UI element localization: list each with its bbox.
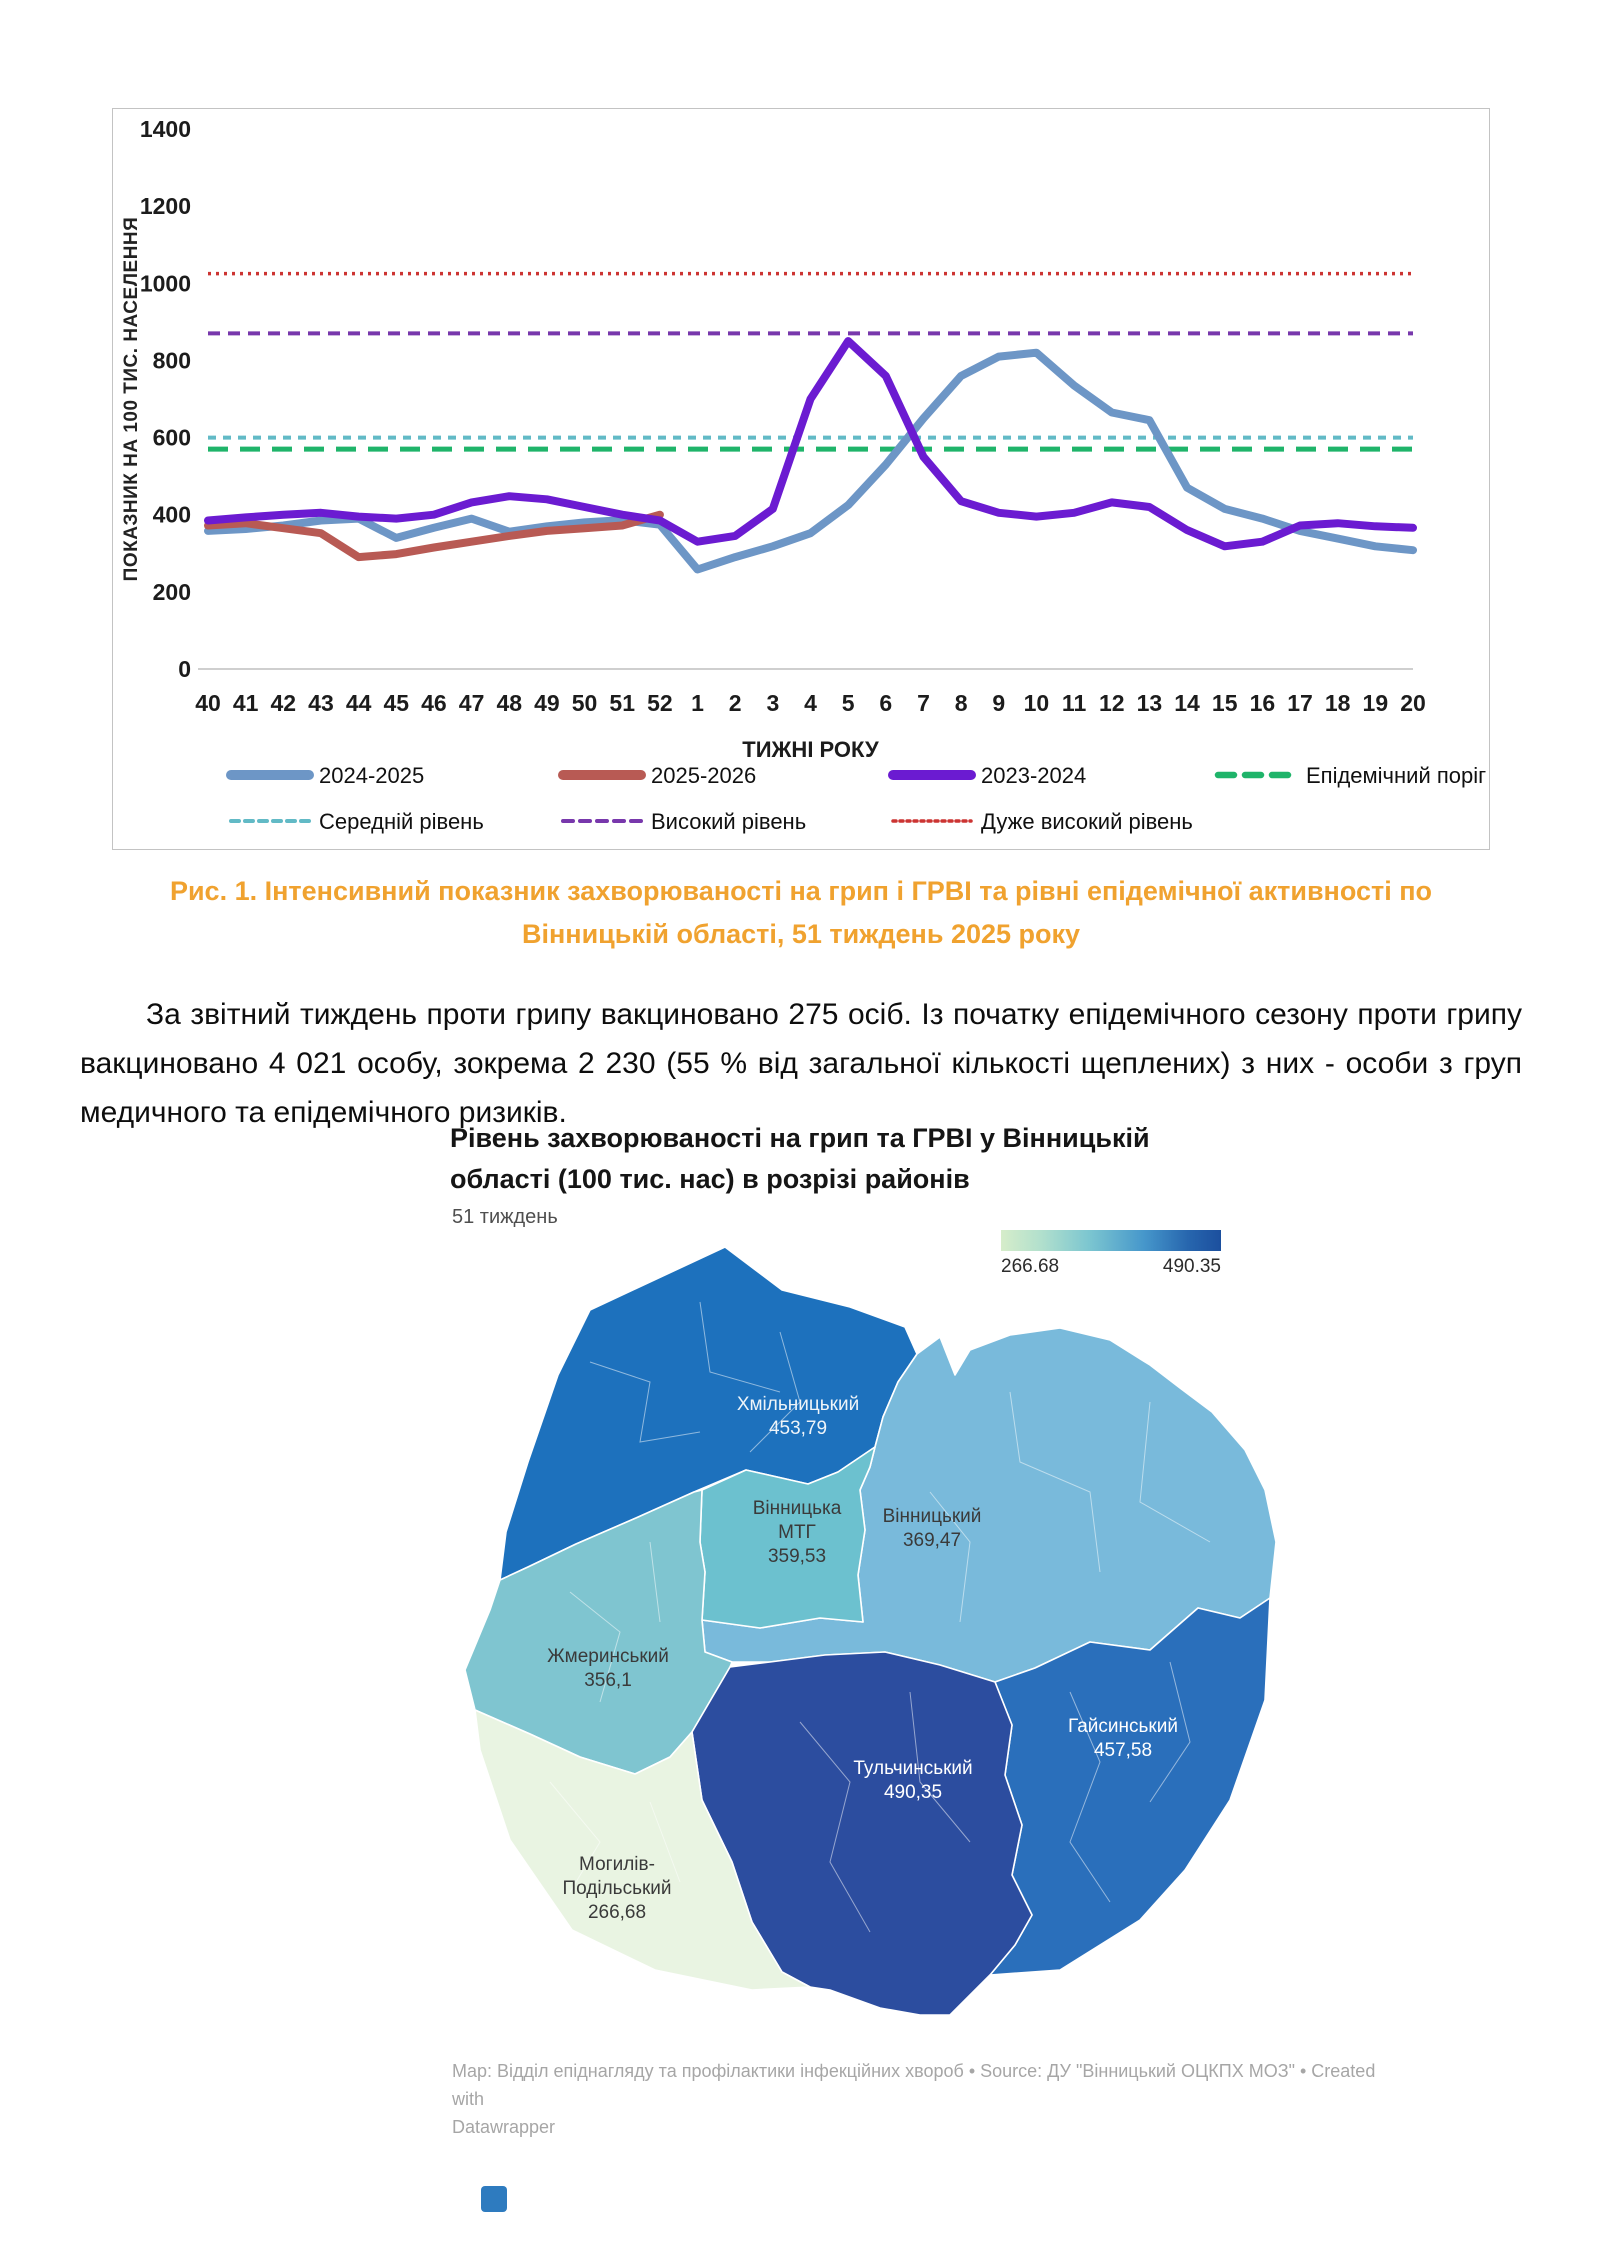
map-title [450, 1118, 1280, 1199]
x-axis-tick: 20 [1400, 690, 1426, 716]
map-region-label: Жмеринський [547, 1646, 669, 1667]
x-axis-tick: 13 [1136, 690, 1163, 716]
x-axis-tick: 8 [954, 690, 968, 716]
x-axis-tick: 14 [1174, 690, 1200, 716]
x-axis-tick: 47 [458, 690, 485, 716]
incidence-chart [113, 109, 1489, 849]
color-scale-min: 266.68 [1001, 1256, 1060, 1277]
x-axis-tick: 43 [308, 690, 334, 716]
x-axis-tick: 41 [232, 690, 259, 716]
x-axis-tick: 50 [571, 690, 598, 716]
y-axis-tick: 600 [152, 424, 191, 451]
map-attribution [452, 2058, 1382, 2142]
figure-caption [112, 870, 1490, 956]
x-axis-tick: 4 [804, 690, 817, 716]
map-region-label: 266,68 [587, 1902, 647, 1923]
x-axis-tick: 44 [345, 690, 372, 716]
x-axis-tick: 52 [647, 690, 673, 716]
y-axis-tick: 800 [152, 347, 191, 374]
x-axis-tick: 17 [1287, 690, 1313, 716]
x-axis-tick: 46 [421, 690, 447, 716]
x-axis-tick: 6 [879, 690, 893, 716]
x-axis-tick: 45 [383, 690, 410, 716]
x-axis-tick: 16 [1249, 690, 1276, 716]
map-title-line1: Рівень захворюваності на грип та ГРВІ у Вінницькій [450, 1123, 1150, 1153]
map-region-label: 457,58 [1093, 1740, 1153, 1761]
map-region-label: Тульчинський [853, 1758, 973, 1779]
x-axis-tick: 12 [1098, 690, 1125, 716]
map-region-label: 369,47 [902, 1530, 962, 1551]
y-axis-tick: 1000 [139, 270, 191, 297]
map-region-label: Гайсинський [1068, 1716, 1178, 1737]
district-map [450, 1242, 1280, 2037]
map-region-label: МТГ [778, 1522, 816, 1543]
y-axis-tick: 0 [178, 656, 191, 682]
legend-label: Високий рівень [651, 809, 807, 834]
x-axis-tick: 15 [1211, 690, 1238, 716]
x-axis-tick: 2 [728, 690, 742, 716]
x-axis-tick: 48 [496, 690, 523, 716]
x-axis-tick: 11 [1061, 690, 1087, 716]
y-axis-tick: 1200 [139, 193, 191, 220]
x-axis-tick: 1 [691, 690, 704, 716]
map-title-line2: області (100 тис. нас) в розрізі районів [450, 1163, 970, 1194]
legend-label: Дуже високий рівень [981, 809, 1193, 834]
figure-caption-line1: Рис. 1. Інтенсивний показник захворюваності на грип і ГРВІ та рівні епідемічної активності по [169, 876, 1433, 906]
map-region-label: 356,1 [584, 1670, 632, 1691]
map-panel [450, 1118, 1450, 2137]
y-axis-tick: 1400 [139, 116, 191, 142]
legend-label: 2023-2024 [981, 763, 1087, 788]
x-axis-tick: 19 [1362, 690, 1389, 716]
map-region-label: 359,53 [767, 1546, 827, 1567]
legend-label: 2024-2025 [319, 763, 425, 788]
vaccination-paragraph: За звітний тиждень проти грипу вакциновано 275 осіб. Із початку епідемічного сезону проти грипу вакциновано 4 021 особу, зокрема 2 230 (55 % від загальної кількості щеплених) з них - особи з груп медичного та епідемічного ризиків. [80, 998, 1522, 1130]
map-region-label: Хмільницький [736, 1394, 860, 1415]
map-region-label: Подільський [562, 1878, 672, 1899]
legend-label: 2025-2026 [651, 763, 757, 788]
x-axis-tick: 10 [1023, 690, 1050, 716]
map-region-label: Вінницька [752, 1498, 842, 1519]
x-axis-tick: 49 [534, 690, 560, 716]
x-axis-tick: 40 [195, 690, 221, 716]
color-scale-max: 490.35 [1162, 1256, 1221, 1277]
series-line-2024-2025 [208, 353, 1413, 570]
datawrapper-mark [481, 2186, 507, 2212]
y-axis-tick: 400 [152, 501, 191, 528]
series-line-2023-2024 [208, 341, 1413, 546]
figure-caption-line2: Вінницькій області, 51 тиждень 2025 року [521, 919, 1081, 950]
x-axis-title: ТИЖНІ РОКУ [742, 737, 879, 762]
map-attribution-line1: Map: Відділ епіднагляду та профілактики інфекційних хвороб • Source: ДУ "Вінницький ОЦКПХ МОЗ" • Created with [452, 2061, 1376, 2109]
legend-label: Середній рівень [319, 809, 484, 834]
map-subtitle: 51 тиждень [452, 1206, 558, 1228]
x-axis-tick: 18 [1324, 690, 1351, 716]
legend-label: Епідемічний поріг [1306, 763, 1487, 788]
map-region-label: 490,35 [883, 1782, 943, 1803]
x-axis-tick: 51 [609, 690, 636, 716]
x-axis-tick: 3 [766, 690, 780, 716]
x-axis-tick: 42 [270, 690, 297, 716]
x-axis-tick: 7 [917, 690, 930, 716]
y-axis-title: ПОКАЗНИК НА 100 ТИС. НАСЕЛЕННЯ [121, 216, 142, 582]
x-axis-tick: 5 [841, 690, 855, 716]
y-axis-tick: 200 [152, 578, 191, 605]
map-region-label: Вінницький [882, 1506, 982, 1527]
map-attribution-line2: Datawrapper [452, 2116, 556, 2137]
map-region-label: Могилів- [579, 1854, 655, 1875]
x-axis-tick: 9 [992, 690, 1006, 716]
map-region-label: 453,79 [768, 1418, 828, 1439]
incidence-chart-panel [112, 108, 1490, 850]
